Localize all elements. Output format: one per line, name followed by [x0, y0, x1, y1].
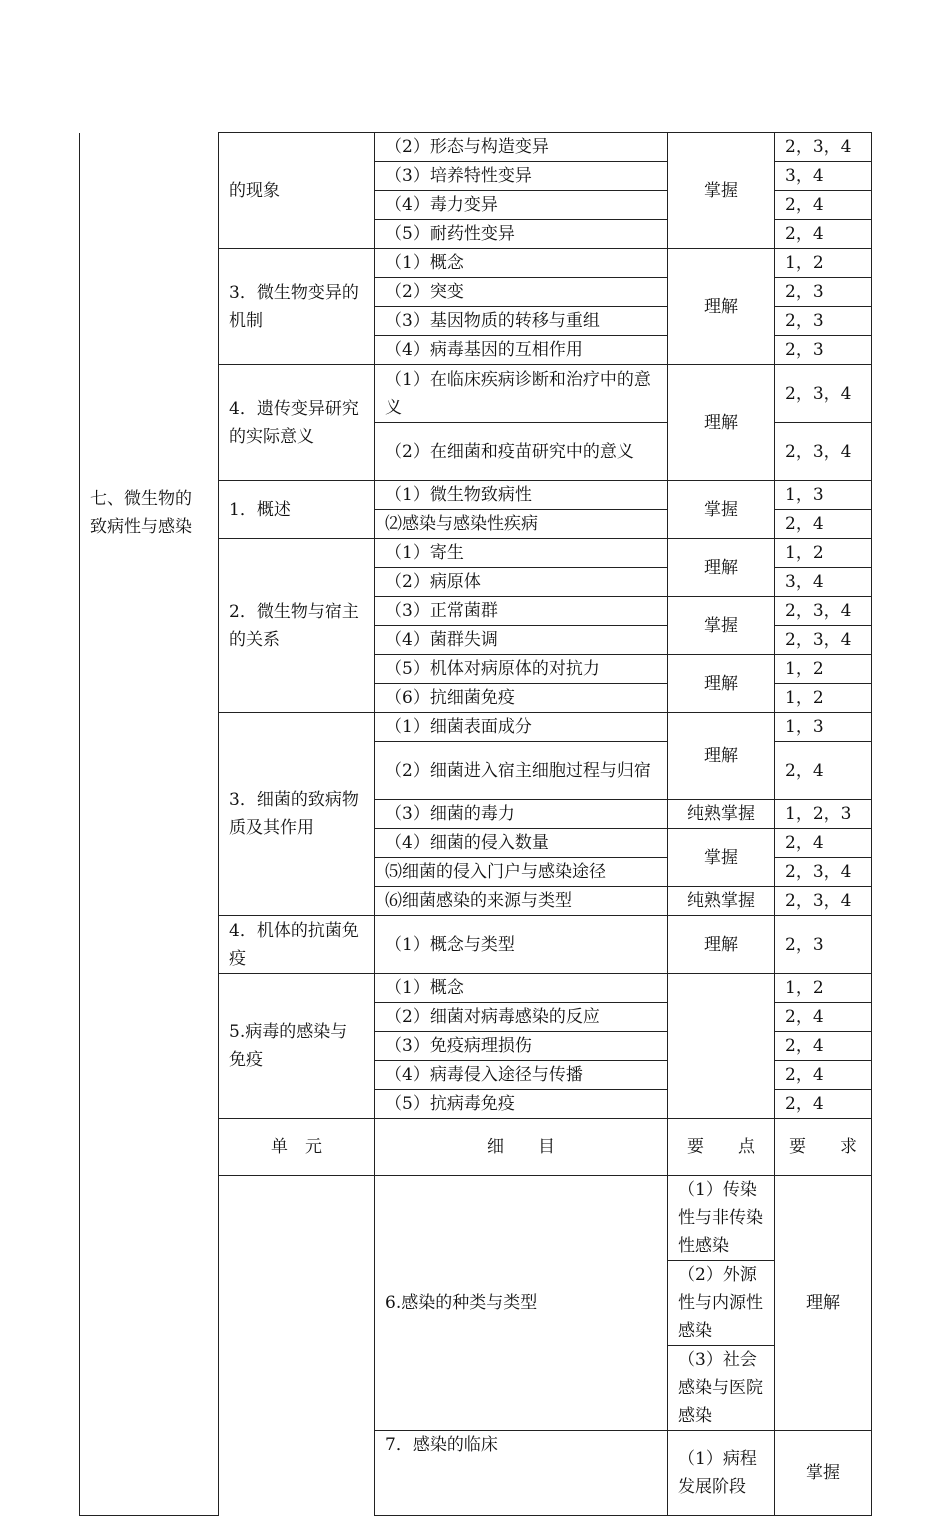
subject-cell: 2，3，4 — [775, 133, 872, 162]
unit-cell — [219, 1176, 375, 1516]
point-cell: （3）基因物质的转移与重组 — [375, 307, 668, 336]
table-row — [80, 133, 872, 162]
point-cell: （4）细菌的侵入数量 — [375, 829, 668, 858]
subject-cell: 2，3，4 — [775, 597, 872, 626]
requirement-cell: 纯熟掌握 — [668, 800, 775, 829]
subject-cell: 2，3 — [775, 307, 872, 336]
header-item: 细 目 — [375, 1119, 668, 1176]
point-cell: （1）概念 — [375, 974, 668, 1003]
subject-cell: 2，4 — [775, 1003, 872, 1032]
point-cell: ⑵感染与感染性疾病 — [375, 510, 668, 539]
requirement-cell: 理解 — [668, 539, 775, 597]
point-cell: （2）在细菌和疫苗研究中的意义 — [375, 423, 668, 481]
point-cell: ⑹细菌感染的来源与类型 — [375, 887, 668, 916]
header-point: 要 点 — [668, 1119, 775, 1176]
point-cell: （4）病毒侵入途径与传播 — [375, 1061, 668, 1090]
subject-cell: 2，3 — [775, 336, 872, 365]
item-cell: 1．概述 — [219, 481, 375, 539]
point-cell: （1）概念 — [375, 249, 668, 278]
subject-cell: 1，2 — [775, 539, 872, 568]
unit-label: 七、微生物的致病性与感染 — [90, 488, 192, 537]
subject-cell: 1，2 — [775, 249, 872, 278]
header-requirement: 要 求 — [775, 1119, 872, 1176]
point-cell: ⑸细菌的侵入门户与感染途径 — [375, 858, 668, 887]
subject-cell: 2，4 — [775, 1061, 872, 1090]
point-cell: （5）耐药性变异 — [375, 220, 668, 249]
subject-cell: 2，4 — [775, 191, 872, 220]
requirement-cell: 理解 — [775, 1176, 872, 1431]
requirement-cell: 理解 — [668, 655, 775, 713]
point-cell: （3）社会感染与医院感染 — [668, 1346, 775, 1431]
subject-cell: 1，3 — [775, 481, 872, 510]
item-cell: 3．微生物变异的机制 — [219, 249, 375, 365]
subject-cell: 2，3，4 — [775, 858, 872, 887]
subject-cell: 2，3，4 — [775, 626, 872, 655]
subject-cell: 2，4 — [775, 510, 872, 539]
subject-cell: 1，2，3 — [775, 800, 872, 829]
item-cell: 4．遗传变异研究的实际意义 — [219, 365, 375, 481]
subject-cell: 1，2 — [775, 684, 872, 713]
point-cell: （5）抗病毒免疫 — [375, 1090, 668, 1119]
subject-cell: 2，4 — [775, 1032, 872, 1061]
syllabus-body — [80, 133, 872, 1516]
requirement-cell: 纯熟掌握 — [668, 887, 775, 916]
subject-cell: 3，4 — [775, 568, 872, 597]
point-cell: （1）概念与类型 — [375, 916, 668, 974]
requirement-cell: 掌握 — [668, 133, 775, 249]
requirement-cell — [668, 974, 775, 1119]
point-cell: （2）外源性与内源性感染 — [668, 1261, 775, 1346]
subject-cell: 2，3 — [775, 278, 872, 307]
subject-cell: 2，3，4 — [775, 423, 872, 481]
requirement-cell: 掌握 — [668, 481, 775, 539]
point-cell: （1）传染性与非传染性感染 — [668, 1176, 775, 1261]
subject-cell: 2，3，4 — [775, 887, 872, 916]
subject-cell: 2，4 — [775, 1090, 872, 1119]
point-cell: （4）病毒基因的互相作用 — [375, 336, 668, 365]
item-cell: 4．机体的抗菌免疫 — [219, 916, 375, 974]
syllabus-table — [79, 132, 872, 1516]
requirement-cell: 掌握 — [668, 829, 775, 887]
header-unit: 单 元 — [219, 1119, 375, 1176]
requirement-cell: 掌握 — [668, 597, 775, 655]
subject-cell: 2，3 — [775, 916, 872, 974]
item-cell: 6.感染的种类与类型 — [375, 1176, 668, 1431]
point-cell: （2）形态与构造变异 — [375, 133, 668, 162]
point-cell: （4）毒力变异 — [375, 191, 668, 220]
point-cell: （1）在临床疾病诊断和治疗中的意义 — [375, 365, 668, 423]
subject-cell: 1，2 — [775, 974, 872, 1003]
requirement-cell: 理解 — [668, 249, 775, 365]
point-cell: （1）细菌表面成分 — [375, 713, 668, 742]
subject-cell: 2，4 — [775, 742, 872, 800]
item-cell: 2．微生物与宿主的关系 — [219, 539, 375, 713]
point-cell: （1）微生物致病性 — [375, 481, 668, 510]
point-cell: （3）培养特性变异 — [375, 162, 668, 191]
requirement-cell: 掌握 — [775, 1431, 872, 1516]
point-cell: （6）抗细菌免疫 — [375, 684, 668, 713]
point-cell: （3）细菌的毒力 — [375, 800, 668, 829]
item-cell: 的现象 — [219, 133, 375, 249]
point-cell: （2）细菌对病毒感染的反应 — [375, 1003, 668, 1032]
subject-cell: 1，3 — [775, 713, 872, 742]
point-cell: （3）免疫病理损伤 — [375, 1032, 668, 1061]
unit-cell — [80, 133, 219, 1516]
subject-cell: 2，3，4 — [775, 365, 872, 423]
subject-cell: 1，2 — [775, 655, 872, 684]
item-cell: 3．细菌的致病物质及其作用 — [219, 713, 375, 916]
point-cell: （1）病程发展阶段 — [668, 1431, 775, 1516]
requirement-cell: 理解 — [668, 365, 775, 481]
point-cell: （2）细菌进入宿主细胞过程与归宿 — [375, 742, 668, 800]
requirement-cell: 理解 — [668, 713, 775, 800]
point-cell: （1）寄生 — [375, 539, 668, 568]
point-cell: （2）病原体 — [375, 568, 668, 597]
requirement-cell: 理解 — [668, 916, 775, 974]
point-cell: （5）机体对病原体的对抗力 — [375, 655, 668, 684]
item-cell: 7．感染的临床 — [375, 1431, 668, 1516]
point-cell: （3）正常菌群 — [375, 597, 668, 626]
point-cell: （2）突变 — [375, 278, 668, 307]
subject-cell: 3，4 — [775, 162, 872, 191]
point-cell: （4）菌群失调 — [375, 626, 668, 655]
subject-cell: 2，4 — [775, 829, 872, 858]
item-cell: 5.病毒的感染与免疫 — [219, 974, 375, 1119]
subject-cell: 2，4 — [775, 220, 872, 249]
